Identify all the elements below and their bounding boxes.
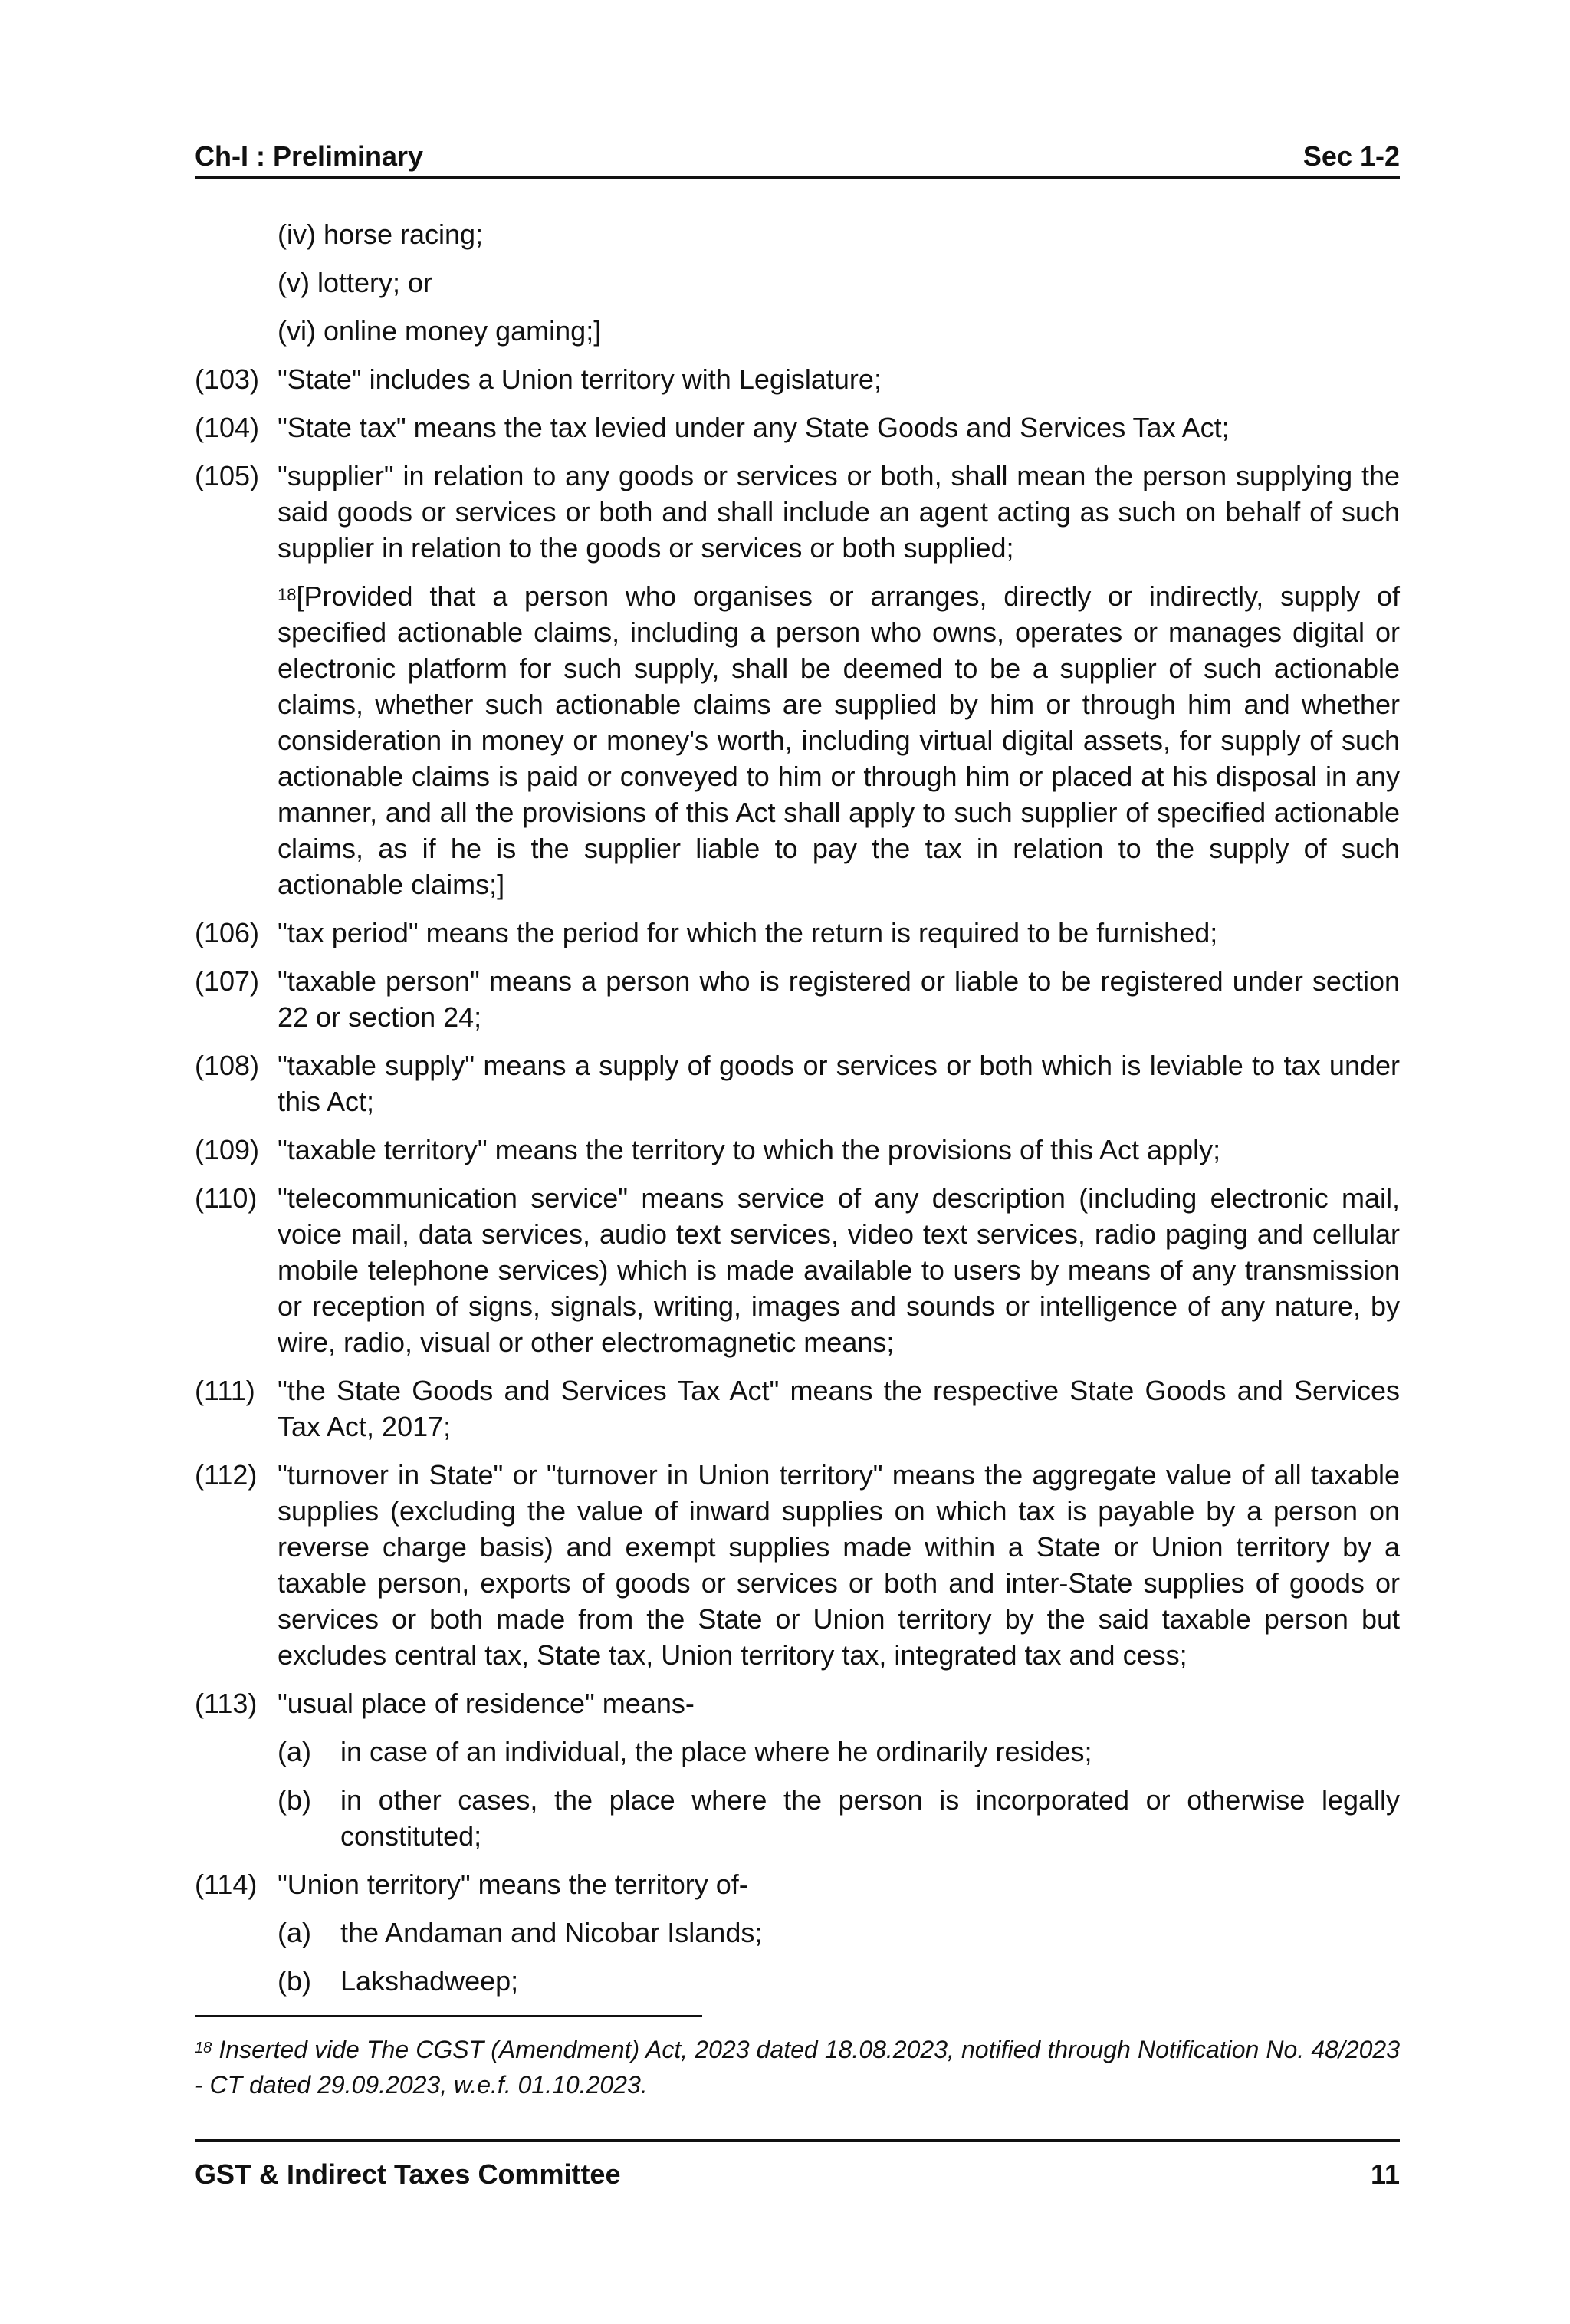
definition-number: (113) (195, 1688, 258, 1719)
definition-number: (110) (195, 1182, 258, 1214)
sub-clause-113b (278, 1782, 1400, 1854)
definition-110 (195, 1180, 1400, 1360)
definition-111 (195, 1372, 1400, 1445)
footnote-text: Inserted vide The CGST (Amendment) Act, 2023 dated 18.08.2023, notified through Notification No. 48/2023 - CT dated 29.09.2023, w.e.f. 01.10.2023. (195, 2036, 1401, 2099)
definition-text: "Union territory" means the territory of- (278, 1869, 748, 1900)
page-number: 11 (1370, 2158, 1400, 2190)
committee-name: GST & Indirect Taxes Committee (195, 2158, 621, 2190)
definition-105 (195, 458, 1400, 566)
definition-107 (195, 963, 1400, 1035)
definition-number: (111) (195, 1375, 255, 1406)
footnote-rule (195, 2015, 702, 2017)
definition-109 (195, 1132, 1400, 1168)
definition-number: (109) (195, 1134, 260, 1165)
definition-number: (108) (195, 1050, 260, 1081)
sub-clause-marker: (b) (278, 1784, 311, 1816)
chapter-title: Ch-I : Preliminary (195, 140, 424, 172)
definition-text: "State tax" means the tax levied under any State Goods and Services Tax Act; (278, 412, 1230, 443)
sub-clause-114b (278, 1963, 1400, 1999)
sub-clause-text: in other cases, the place where the person is incorporated or otherwise legally constituted; (340, 1784, 1400, 1852)
definition-text: "telecommunication service" means service of any description (including electronic mail, voice mail, data services, audio text services, video text services, radio paging and cellular mobile telephone services) which is made available to users by means of any transmission or reception of signs, signals, writing, images and sounds or intelligence of any nature, by wire, radio, visual or other electromagnetic means; (278, 1182, 1400, 1358)
sub-clause-text: in case of an individual, the place where he ordinarily resides; (340, 1736, 1092, 1767)
definition-text: "taxable person" means a person who is registered or liable to be registered under section 22 or section 24; (278, 965, 1400, 1033)
definition-text: "supplier" in relation to any goods or services or both, shall mean the person supplying the said goods or services or both and shall include an agent acting as such on behalf of such supplier in relation to the goods or services or both supplied; (278, 460, 1400, 564)
running-footer (195, 2156, 1400, 2193)
definition-104 (195, 409, 1400, 445)
definition-106 (195, 915, 1400, 951)
definition-number: (104) (195, 412, 260, 443)
footer-rule (195, 2139, 1400, 2142)
sub-clause-marker: (b) (278, 1965, 311, 1997)
definition-text: "the State Goods and Services Tax Act" means the respective State Goods and Services Tax Act, 2017; (278, 1375, 1400, 1442)
definition-number: (106) (195, 917, 260, 948)
clause-vi: (vi) online money gaming;] (278, 315, 602, 347)
definition-text: "tax period" means the period for which the return is required to be furnished; (278, 917, 1218, 948)
definition-number: (105) (195, 460, 260, 491)
sub-clause-marker: (a) (278, 1917, 311, 1948)
footnote-reference: 18 (278, 585, 297, 604)
clause-iv: (iv) horse racing; (278, 219, 484, 250)
definition-114 (195, 1866, 1400, 1902)
header-rule (195, 176, 1400, 179)
definition-text: "turnover in State" or "turnover in Union territory" means the aggregate value of all taxable supplies (excluding the value of inward supplies on which tax is payable by a person on reverse charge basis) and exempt supplies made within a State or Union territory by a taxable person, exports of goods or services or both and inter-State supplies of goods or services or both made from the State or Union territory by the said taxable person but excludes central tax, State tax, Union territory tax, integrated tax and cess; (278, 1459, 1400, 1671)
definition-number: (112) (195, 1459, 258, 1491)
sub-clause-114a (278, 1915, 1400, 1951)
definition-text: "taxable territory" means the territory to which the provisions of this Act apply; (278, 1134, 1221, 1165)
definition-text: "usual place of residence" means- (278, 1688, 695, 1719)
section-label: Sec 1-2 (1302, 140, 1400, 172)
definition-number: (103) (195, 363, 260, 395)
running-header (195, 138, 1400, 175)
definition-text: "taxable supply" means a supply of goods or services or both which is leviable to tax under this Act; (278, 1050, 1400, 1117)
definition-number: (107) (195, 965, 260, 997)
definition-113 (195, 1685, 1400, 1721)
definition-103 (195, 361, 1400, 397)
footnote (195, 2032, 1400, 2102)
sub-clause-113a (278, 1734, 1400, 1770)
page-body (195, 216, 1400, 2011)
definition-number: (114) (195, 1869, 258, 1900)
definition-112 (195, 1457, 1400, 1673)
footnote-marker: 18 (195, 2040, 212, 2056)
proviso-paragraph (278, 578, 1400, 902)
clause-v: (v) lottery; or (278, 267, 433, 298)
sub-clause-text: Lakshadweep; (340, 1965, 519, 1997)
sub-clause-text: the Andaman and Nicobar Islands; (340, 1917, 763, 1948)
sub-clause-marker: (a) (278, 1736, 311, 1767)
proviso-text: [Provided that a person who organises or arranges, directly or indirectly, supply of specified actionable claims, including a person who owns, operates or manages digital or electronic platform for such supply, shall be deemed to be a supplier of such actionable claims, whether such actionable claims are supplied by him or through him and whether consideration in money or money's worth, including virtual digital assets, for supply of such actionable claims is paid or conveyed to him or through him or placed at his disposal in any manner, and all the provisions of this Act shall apply to such supplier of specified actionable claims, as if he is the supplier liable to pay the tax in relation to the supply of such actionable claims;] (278, 580, 1400, 900)
definition-108 (195, 1047, 1400, 1119)
definition-text: "State" includes a Union territory with Legislature; (278, 363, 882, 395)
